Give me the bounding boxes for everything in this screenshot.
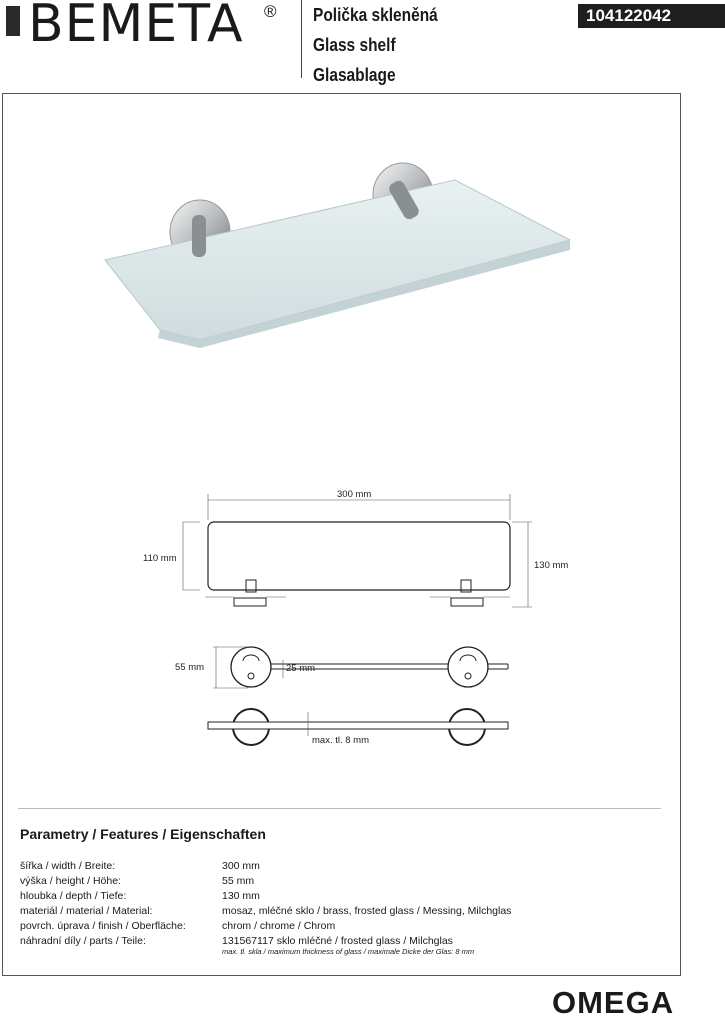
param-label-material: materiál / material / Material: (20, 905, 153, 917)
series-name: OMEGA (552, 985, 675, 1020)
title-cz: Polička skleněná (313, 5, 438, 25)
header-divider (301, 0, 302, 78)
glass-thickness-note: max. tl. skla / maximum thickness of glass / maximale Dicke der Glas: 8 mm (222, 947, 475, 956)
rosette-inner-label: 25 mm (286, 663, 316, 674)
bemeta-logo (6, 2, 281, 52)
param-label-height: výška / height / Höhe: (20, 875, 121, 887)
param-value-depth: 130 mm (222, 890, 260, 902)
param-value-height: 55 mm (222, 875, 255, 887)
param-label-width: šířka / width / Breite: (20, 860, 116, 872)
technical-drawing (0, 480, 725, 750)
param-label-finish: povrch. úprava / finish / Oberfläche: (20, 920, 186, 932)
registered-mark: ® (264, 2, 277, 21)
rosette-label: 55 mm (175, 662, 205, 673)
title-de: Glasablage (313, 65, 396, 85)
param-label-parts: náhradní díly / parts / Teile: (20, 935, 146, 947)
param-value-material: mosaz, mléčné sklo / brass, frosted glass / Messing, Milchglas (222, 905, 512, 917)
param-label-depth: hloubka / depth / Tiefe: (20, 890, 127, 902)
width-dimension-label: 300 mm (337, 489, 372, 500)
params-title: Parametry / Features / Eigenschaften (20, 826, 266, 842)
product-code: 104122042 (578, 4, 725, 28)
logo-text: BEMETA (28, 0, 244, 54)
product-photo (100, 150, 580, 350)
param-value-width: 300 mm (222, 860, 260, 872)
depth-label: 130 mm (534, 560, 569, 571)
param-value-parts: 131567117 sklo mléčné / frosted glass / Milchglas (222, 935, 453, 947)
product-titles (313, 0, 458, 90)
glass-thickness-label: max. tl. 8 mm (312, 735, 370, 746)
title-en: Glass shelf (313, 35, 396, 55)
left-height-label: 110 mm (143, 553, 177, 564)
section-divider (18, 808, 661, 809)
logo-mark (6, 6, 20, 36)
param-value-finish: chrom / chrome / Chrom (222, 920, 336, 932)
